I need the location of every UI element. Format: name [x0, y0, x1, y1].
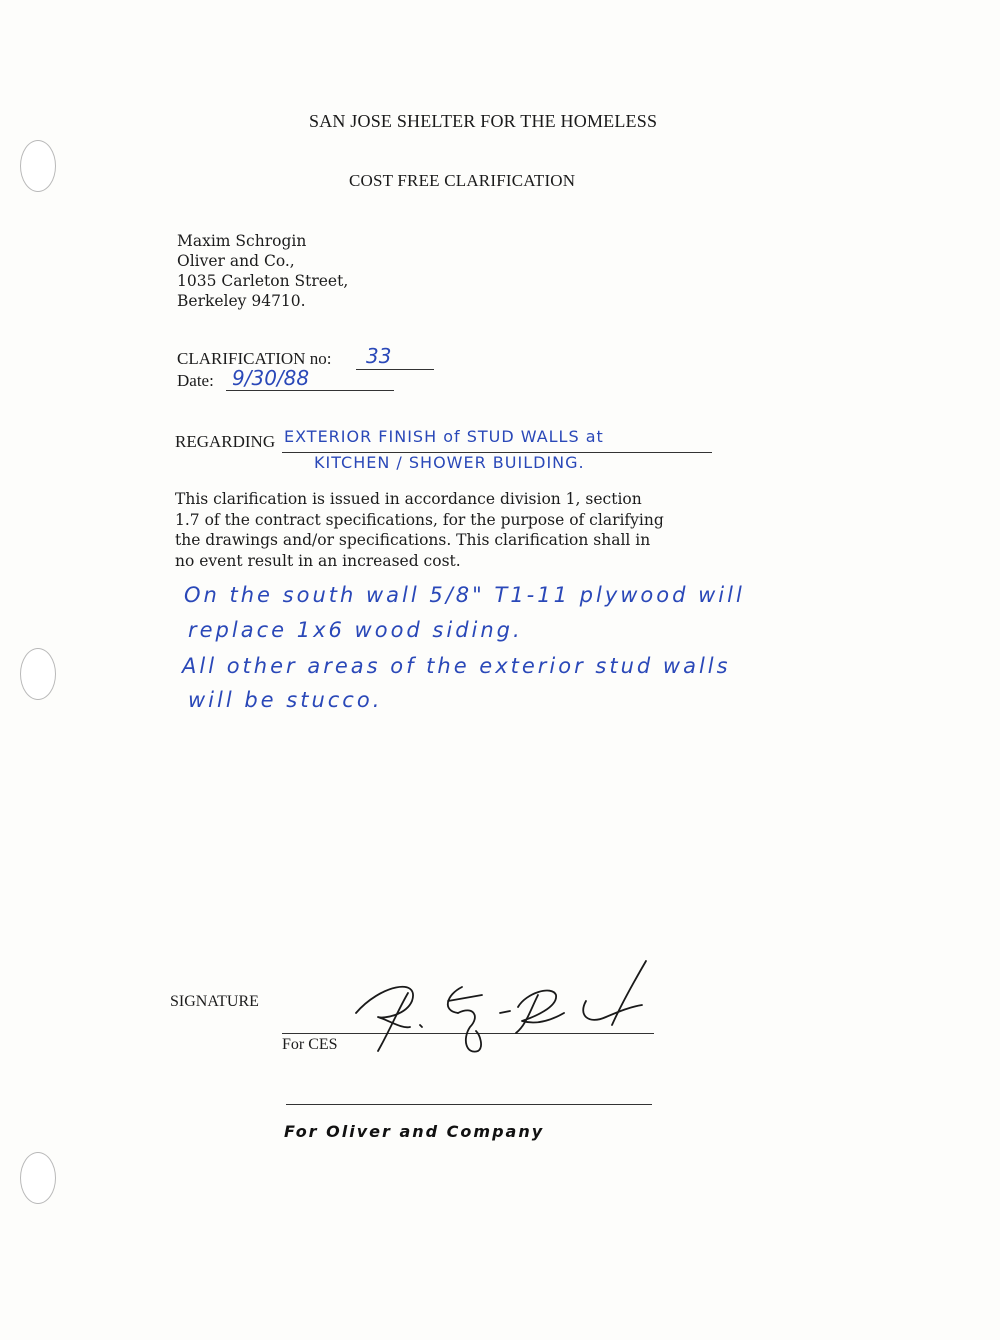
signature-label: SIGNATURE: [170, 993, 259, 1010]
note-line: replace 1x6 wood siding.: [188, 618, 523, 642]
regarding-line-2: KITCHEN / SHOWER BUILDING.: [314, 453, 585, 472]
doc-type-title: COST FREE CLARIFICATION: [349, 171, 576, 190]
for-ces-label: For CES: [282, 1036, 338, 1053]
binder-hole-middle: [20, 648, 56, 700]
date-label: Date:: [177, 371, 214, 390]
address-street: 1035 Carleton Street,: [177, 272, 349, 290]
clarification-no-label: CLARIFICATION no:: [177, 349, 332, 368]
statement-line: 1.7 of the contract specifications, for the purpose of clarifying: [175, 510, 664, 529]
for-oliver-label: For Oliver and Company: [284, 1122, 545, 1141]
regarding-label: REGARDING: [175, 432, 276, 451]
oliver-signature-line: [286, 1104, 652, 1105]
clarification-no-line: [356, 369, 434, 370]
handwritten-signature: [350, 955, 670, 1065]
binder-hole-bottom: [20, 1152, 56, 1204]
clarification-statement: [175, 489, 664, 571]
date-line: [226, 390, 394, 391]
binder-hole-top: [20, 140, 56, 192]
date-value: 9/30/88: [232, 366, 310, 390]
statement-line: the drawings and/or specifications. This clarification shall in: [175, 531, 651, 549]
statement-line: This clarification is issued in accordance division 1, section: [175, 490, 642, 508]
address-company: Oliver and Co.,: [177, 252, 295, 270]
address-name: Maxim Schrogin: [177, 232, 307, 250]
regarding-line-1: EXTERIOR FINISH of STUD WALLS at: [284, 427, 604, 446]
note-line: On the south wall 5/8" T1-11 plywood will: [184, 583, 745, 607]
address-city: Berkeley 94710.: [177, 292, 306, 310]
statement-line: no event result in an increased cost.: [175, 551, 461, 570]
clarification-no-value: 33: [366, 344, 392, 368]
note-line: will be stucco.: [188, 688, 383, 712]
note-line: All other areas of the exterior stud walls: [182, 654, 731, 678]
org-title: SAN JOSE SHELTER FOR THE HOMELESS: [309, 111, 658, 131]
